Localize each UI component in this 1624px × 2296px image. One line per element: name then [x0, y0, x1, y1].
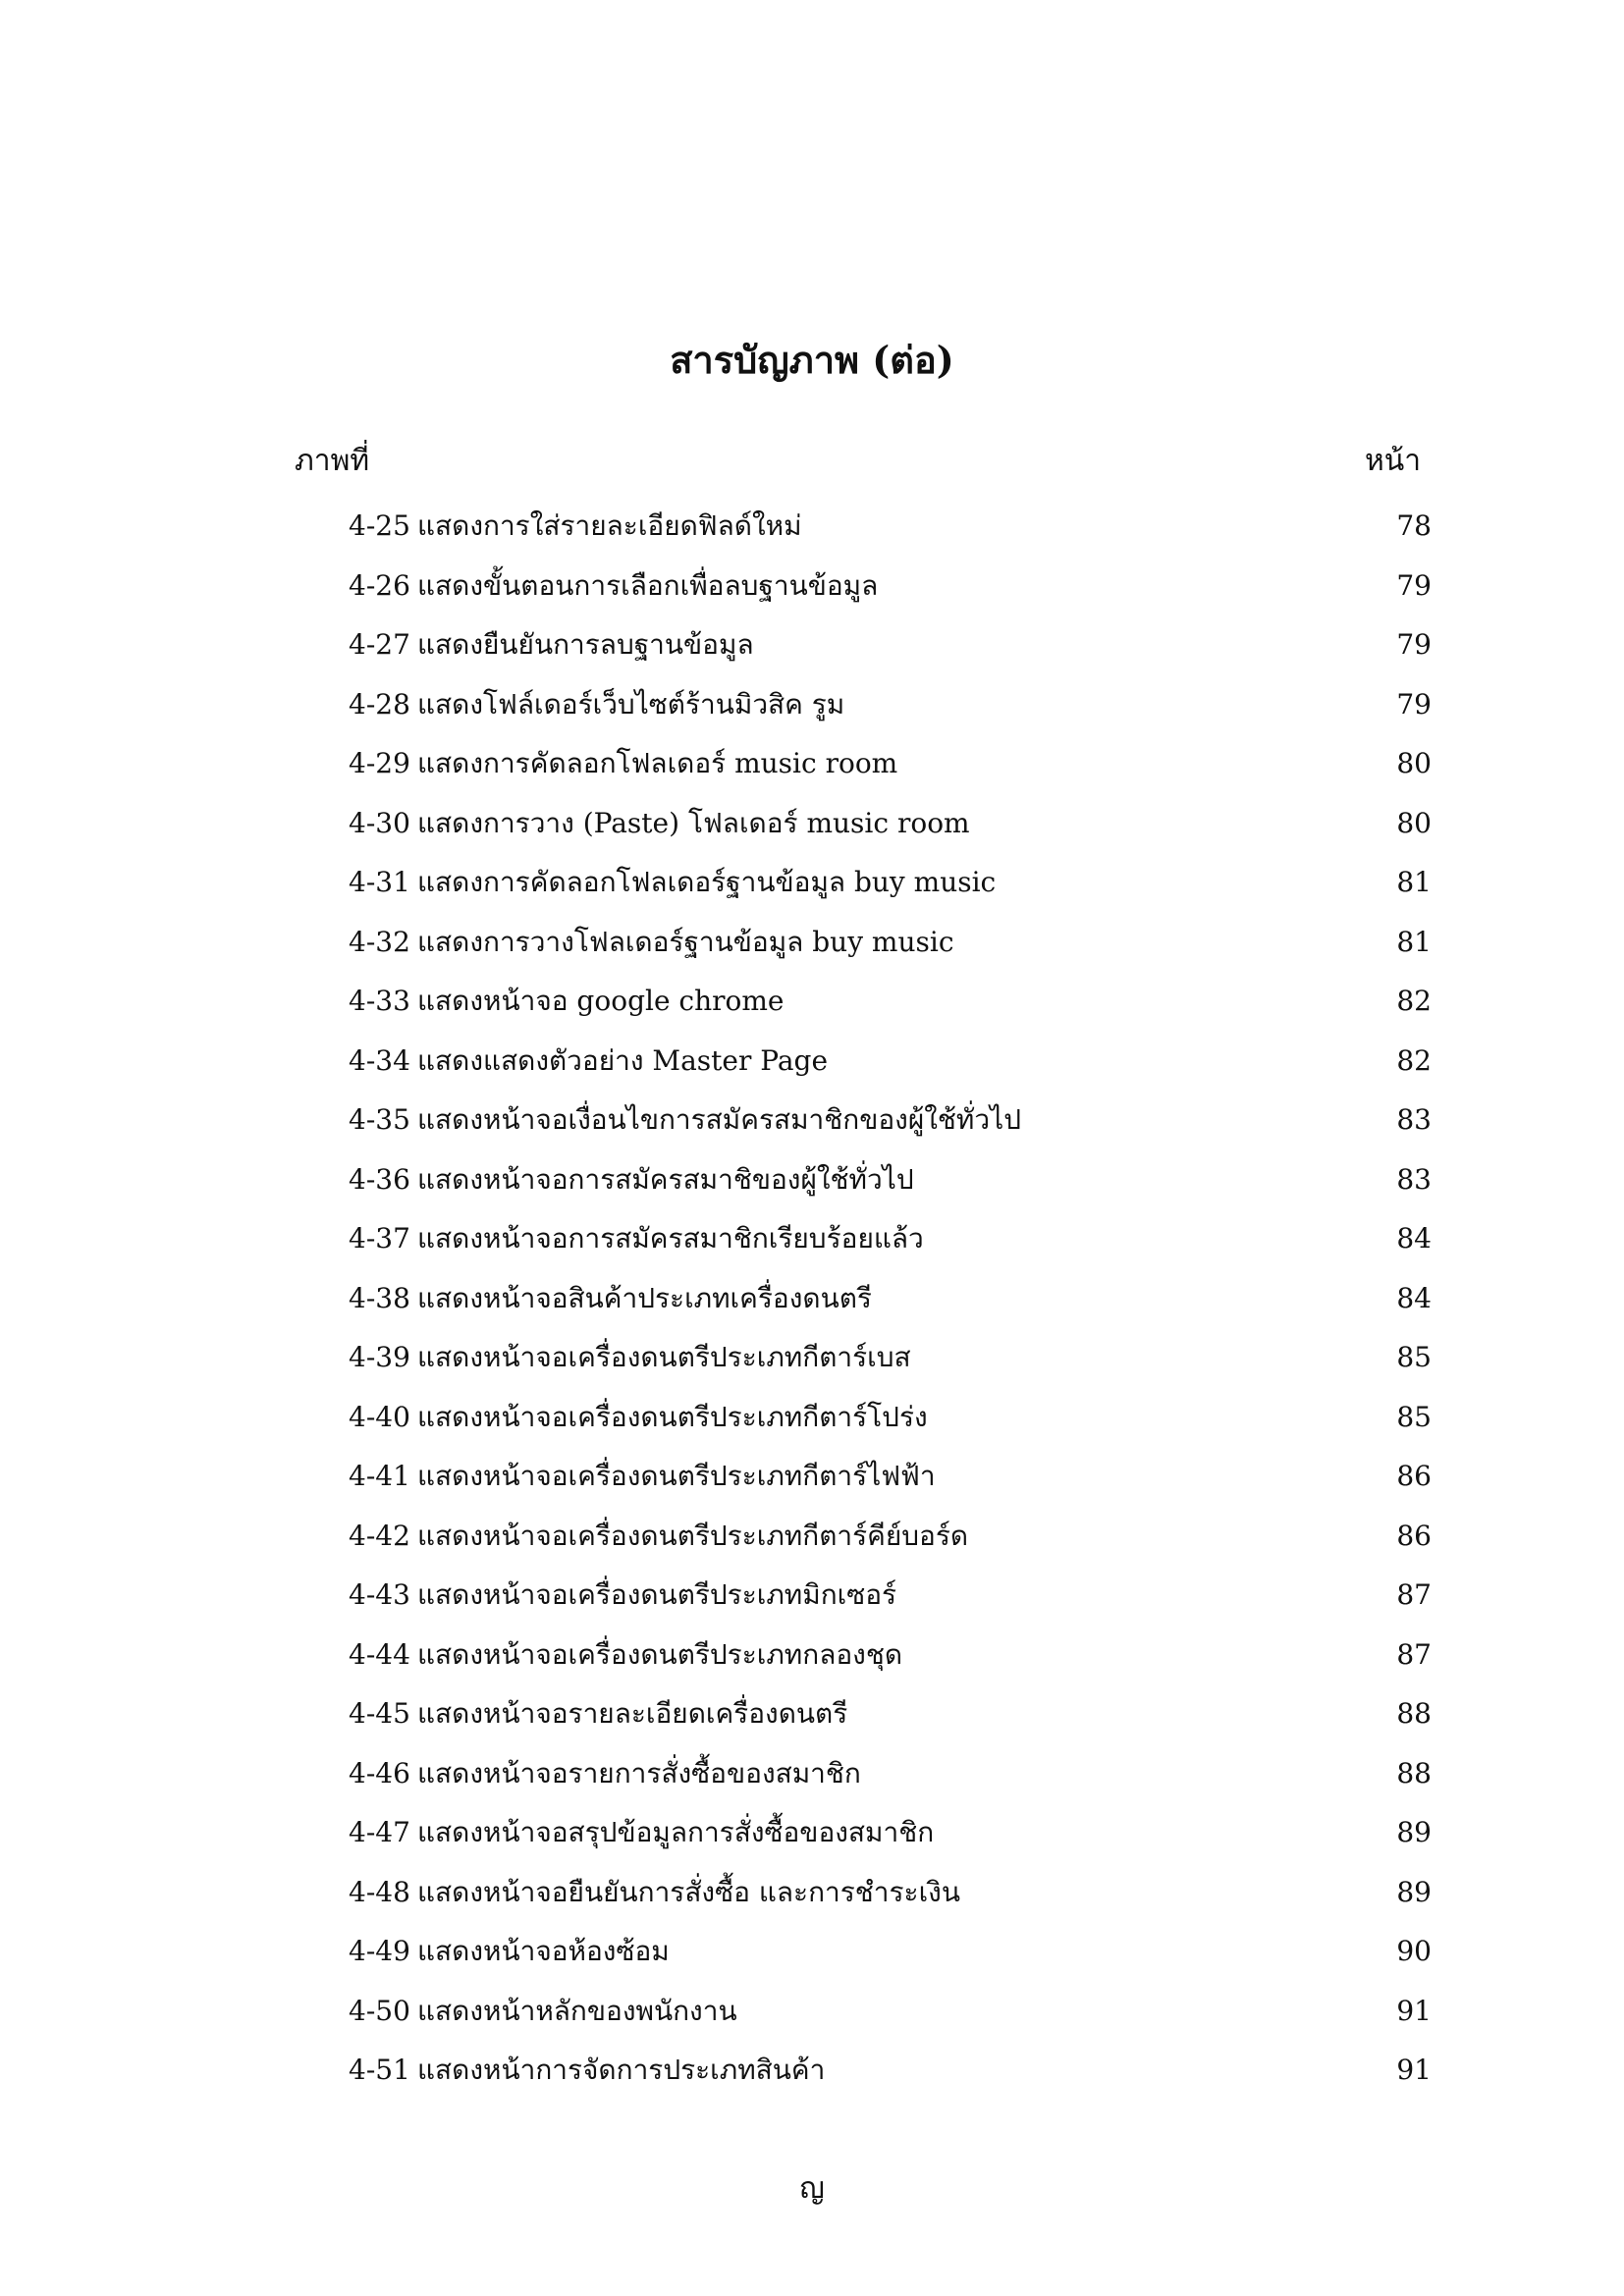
- figure-caption: แสดงหน้าจอห้องซ้อม: [417, 1935, 670, 1967]
- page-number: 87: [1396, 1578, 1432, 1611]
- figure-number: 4-31: [349, 866, 410, 898]
- page-number: 79: [1396, 628, 1432, 661]
- list-item: [0, 1150, 1624, 1210]
- list-item: [0, 557, 1624, 616]
- figure-caption: แสดงหน้าจอเครื่องดนตรีประเภทมิกเซอร์: [417, 1578, 897, 1611]
- figure-number: 4-34: [349, 1043, 410, 1077]
- list-item: [0, 1447, 1624, 1507]
- page-number: 85: [1396, 1341, 1432, 1373]
- page-number: 84: [1396, 1281, 1432, 1314]
- page-number: 78: [1396, 509, 1432, 542]
- figure-number: 4-43: [349, 1578, 410, 1611]
- figure-caption: แสดงหน้าจอยืนยันการสั่งซื้อ และการชำระเงิน: [417, 1875, 960, 1908]
- figure-caption: แสดงหน้าจอสินค้าประเภทเครื่องดนตรี: [417, 1281, 872, 1314]
- list-item: [0, 1209, 1624, 1269]
- figure-number: 4-27: [349, 628, 410, 661]
- list-item: [0, 497, 1624, 557]
- page-number: 83: [1396, 1103, 1432, 1136]
- page-number: 81: [1396, 866, 1432, 898]
- figure-number: 4-38: [349, 1281, 410, 1314]
- page-number: 82: [1396, 985, 1432, 1017]
- figure-number: 4-40: [349, 1400, 410, 1433]
- list-item: [0, 1269, 1624, 1329]
- page-number: 90: [1396, 1935, 1432, 1967]
- figure-number: 4-35: [349, 1103, 410, 1136]
- figure-caption: แสดงหน้าจอรายการสั่งซื้อของสมาชิก: [417, 1756, 861, 1789]
- figure-number: 4-25: [349, 509, 410, 542]
- list-item: [0, 615, 1624, 675]
- figure-caption: แสดงโฟล์เดอร์เว็บไซต์ร้านมิวสิค รูม: [417, 687, 845, 721]
- figure-caption: แสดงหน้าจอเงื่อนไขการสมัครสมาชิกของผู้ใช้ทั่วไป: [417, 1103, 1021, 1136]
- list-item: [0, 794, 1624, 854]
- list-item: [0, 1744, 1624, 1804]
- figure-caption: แสดงการใส่รายละเอียดฟิลด์ใหม่: [417, 509, 802, 542]
- page-number: 89: [1396, 1816, 1432, 1848]
- page-number: 91: [1396, 2054, 1432, 2086]
- page-number: 87: [1396, 1637, 1432, 1671]
- page-number: 88: [1396, 1756, 1432, 1789]
- list-item: [0, 1091, 1624, 1150]
- page-number: 83: [1396, 1162, 1432, 1196]
- figure-number: 4-37: [349, 1222, 410, 1255]
- page-number: 79: [1396, 568, 1432, 602]
- page-number: 89: [1396, 1875, 1432, 1908]
- list-item: [0, 1922, 1624, 1982]
- figure-number: 4-44: [349, 1637, 410, 1671]
- list-item: [0, 972, 1624, 1032]
- list-item: [0, 1626, 1624, 1685]
- list-item: [0, 1684, 1624, 1744]
- figure-caption: แสดงยืนยันการลบฐานข้อมูล: [417, 628, 754, 661]
- page-number: 85: [1396, 1400, 1432, 1433]
- figure-caption: แสดงการคัดลอกโฟลเดอร์ฐานข้อมูล buy music: [417, 866, 997, 898]
- list-item: [0, 2041, 1624, 2101]
- figure-caption: แสดงหน้าจอรายละเอียดเครื่องดนตรี: [417, 1697, 848, 1730]
- page-number: 80: [1396, 806, 1432, 839]
- figure-list: [0, 497, 1624, 2101]
- figure-caption: แสดงแสดงตัวอย่าง Master Page: [417, 1043, 829, 1077]
- figure-caption: แสดงหน้าจอเครื่องดนตรีประเภทกีตาร์เบส: [417, 1341, 911, 1373]
- figure-caption: แสดงหน้าจอเครื่องดนตรีประเภทกีตาร์คีย์บอร์ด: [417, 1519, 969, 1552]
- figure-number: 4-30: [349, 806, 410, 839]
- figure-caption: แสดงหน้าจอเครื่องดนตรีประเภทกีตาร์โปร่ง: [417, 1400, 928, 1433]
- figure-caption: แสดงหน้าจอการสมัครสมาชิของผู้ใช้ทั่วไป: [417, 1162, 914, 1196]
- figure-number: 4-46: [349, 1756, 410, 1789]
- figure-number: 4-41: [349, 1460, 410, 1492]
- figure-number: 4-36: [349, 1162, 410, 1196]
- figure-number: 4-45: [349, 1697, 410, 1730]
- list-item: [0, 1328, 1624, 1388]
- figure-caption: แสดงหน้าจอเครื่องดนตรีประเภทกลองชุด: [417, 1637, 903, 1671]
- figure-number: 4-29: [349, 747, 410, 779]
- page-number: 80: [1396, 747, 1432, 779]
- page-number: 86: [1396, 1519, 1432, 1552]
- figure-caption: แสดงการคัดลอกโฟลเดอร์ music room: [417, 747, 898, 779]
- figure-caption: แสดงการวางโฟลเดอร์ฐานข้อมูล buy music: [417, 925, 954, 958]
- figure-number: 4-26: [349, 568, 410, 602]
- figure-number: 4-39: [349, 1341, 410, 1373]
- figure-column-header: ภาพที่: [295, 444, 370, 478]
- list-item: [0, 1032, 1624, 1092]
- page-number: 86: [1396, 1460, 1432, 1492]
- figure-caption: แสดงหน้าการจัดการประเภทสินค้า: [417, 2054, 826, 2086]
- list-item: [0, 1566, 1624, 1626]
- page-column-header: หน้า: [1365, 444, 1422, 478]
- list-item: [0, 734, 1624, 794]
- list-item: [0, 1803, 1624, 1863]
- figure-number: 4-48: [349, 1875, 410, 1908]
- page-title: สารบัญภาพ (ต่อ): [670, 338, 954, 383]
- page-number: 88: [1396, 1697, 1432, 1730]
- figure-caption: แสดงขั้นตอนการเลือกเพื่อลบฐานข้อมูล: [417, 568, 879, 602]
- page-number: 91: [1396, 1994, 1432, 2027]
- page-number: 79: [1396, 687, 1432, 721]
- list-item: [0, 675, 1624, 735]
- list-item: [0, 1982, 1624, 2042]
- list-item: [0, 1507, 1624, 1567]
- figure-caption: แสดงหน้าหลักของพนักงาน: [417, 1994, 737, 2027]
- page-number: 84: [1396, 1222, 1432, 1255]
- figure-number: 4-51: [349, 2054, 410, 2086]
- page-number: 81: [1396, 925, 1432, 958]
- figure-caption: แสดงหน้าจอเครื่องดนตรีประเภทกีตาร์ไฟฟ้า: [417, 1460, 936, 1492]
- figure-number: 4-28: [349, 687, 410, 721]
- list-item: [0, 1388, 1624, 1448]
- figure-number: 4-42: [349, 1519, 410, 1552]
- figure-number: 4-47: [349, 1816, 410, 1848]
- page-number: 82: [1396, 1043, 1432, 1077]
- figure-number: 4-32: [349, 925, 410, 958]
- figure-caption: แสดงหน้าจอสรุปข้อมูลการสั่งซื้อของสมาชิก: [417, 1816, 935, 1848]
- list-item: [0, 1863, 1624, 1923]
- figure-number: 4-50: [349, 1994, 410, 2027]
- figure-caption: แสดงการวาง (Paste) โฟลเดอร์ music room: [417, 806, 970, 839]
- figure-number: 4-33: [349, 985, 410, 1017]
- figure-caption: แสดงหน้าจอการสมัครสมาชิกเรียบร้อยแล้ว: [417, 1222, 924, 1255]
- list-item: [0, 913, 1624, 973]
- figure-number: 4-49: [349, 1935, 410, 1967]
- page-footer-number: ญ: [799, 2171, 825, 2206]
- list-item: [0, 853, 1624, 913]
- figure-caption: แสดงหน้าจอ google chrome: [417, 985, 785, 1017]
